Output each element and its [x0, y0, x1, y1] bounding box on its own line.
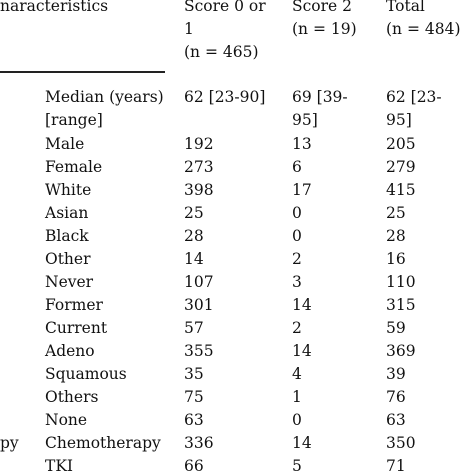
- cell-total-female: 279: [386, 158, 416, 176]
- cell-total-chemotherapy: 350: [386, 434, 416, 452]
- header-rule: [0, 71, 165, 73]
- header-score-0-1-line2: 1: [184, 20, 194, 38]
- cell-total-current: 59: [386, 319, 406, 337]
- cell-score01-female: 273: [184, 158, 214, 176]
- cell-total-squamous: 39: [386, 365, 406, 383]
- cell-score2-other: 2: [292, 250, 302, 268]
- cell-score01-former: 301: [184, 296, 214, 314]
- header-characteristics: naracteristics: [0, 0, 109, 15]
- row-label-others: Others: [45, 388, 99, 406]
- header-score-2-n: (n = 19): [292, 20, 357, 38]
- cell-score2-adeno: 14: [292, 342, 312, 360]
- cell-score2-median: 69 [39- 95]: [292, 88, 348, 129]
- row-label-current: Current: [45, 319, 108, 337]
- cell-score01-never: 107: [184, 273, 214, 291]
- header-score-0-1-line1: Score 0 or: [184, 0, 266, 15]
- cell-score01-others: 75: [184, 388, 204, 406]
- cell-score2-tki: 5: [292, 457, 302, 474]
- cell-score01-squamous: 35: [184, 365, 204, 383]
- row-label-female: Female: [45, 158, 103, 176]
- cell-total-other: 16: [386, 250, 406, 268]
- cell-total-none: 63: [386, 411, 406, 429]
- cell-score01-median: 62 [23-90]: [184, 88, 266, 106]
- cell-score2-asian: 0: [292, 204, 302, 222]
- cell-score01-black: 28: [184, 227, 204, 245]
- cell-total-others: 76: [386, 388, 406, 406]
- row-label-squamous: Squamous: [45, 365, 127, 383]
- cell-total-tki: 71: [386, 457, 406, 474]
- cell-score2-female: 6: [292, 158, 302, 176]
- cell-total-male: 205: [386, 135, 416, 153]
- cell-score01-white: 398: [184, 181, 214, 199]
- cell-total-asian: 25: [386, 204, 406, 222]
- row-label-white: White: [45, 181, 92, 199]
- cell-score01-chemotherapy: 336: [184, 434, 214, 452]
- row-label-median: Median (years) [range]: [45, 88, 164, 129]
- cell-score01-tki: 66: [184, 457, 204, 474]
- row-label-adeno: Adeno: [45, 342, 95, 360]
- header-score-2-line1: Score 2: [292, 0, 353, 15]
- header-total-line1: Total: [386, 0, 425, 15]
- cell-score2-former: 14: [292, 296, 312, 314]
- cell-score2-black: 0: [292, 227, 302, 245]
- cell-score2-others: 1: [292, 388, 302, 406]
- cell-score2-never: 3: [292, 273, 302, 291]
- cell-total-median: 62 [23- 95]: [386, 88, 442, 129]
- cell-score2-squamous: 4: [292, 365, 302, 383]
- cell-total-black: 28: [386, 227, 406, 245]
- cell-score2-white: 17: [292, 181, 312, 199]
- cell-score2-male: 13: [292, 135, 312, 153]
- cell-score01-other: 14: [184, 250, 204, 268]
- row-label-black: Black: [45, 227, 89, 245]
- cell-score2-current: 2: [292, 319, 302, 337]
- row-label-other: Other: [45, 250, 91, 268]
- header-score-0-1-n: (n = 465): [184, 43, 259, 61]
- cell-total-never: 110: [386, 273, 416, 291]
- cell-score01-current: 57: [184, 319, 204, 337]
- row-label-never: Never: [45, 273, 94, 291]
- cell-score01-adeno: 355: [184, 342, 214, 360]
- cell-total-former: 315: [386, 296, 416, 314]
- cell-score01-asian: 25: [184, 204, 204, 222]
- row-label-former: Former: [45, 296, 103, 314]
- row-label-asian: Asian: [45, 204, 89, 222]
- cell-score01-male: 192: [184, 135, 214, 153]
- cell-score2-none: 0: [292, 411, 302, 429]
- row-group-therapy: py: [0, 434, 19, 452]
- row-label-male: Male: [45, 135, 85, 153]
- header-total-n: (n = 484): [386, 20, 461, 38]
- row-label-none: None: [45, 411, 88, 429]
- row-label-chemotherapy: Chemotherapy: [45, 434, 161, 452]
- row-label-tki: TKI: [45, 457, 74, 474]
- cell-total-adeno: 369: [386, 342, 416, 360]
- cell-score01-none: 63: [184, 411, 204, 429]
- cell-total-white: 415: [386, 181, 416, 199]
- cell-score2-chemotherapy: 14: [292, 434, 312, 452]
